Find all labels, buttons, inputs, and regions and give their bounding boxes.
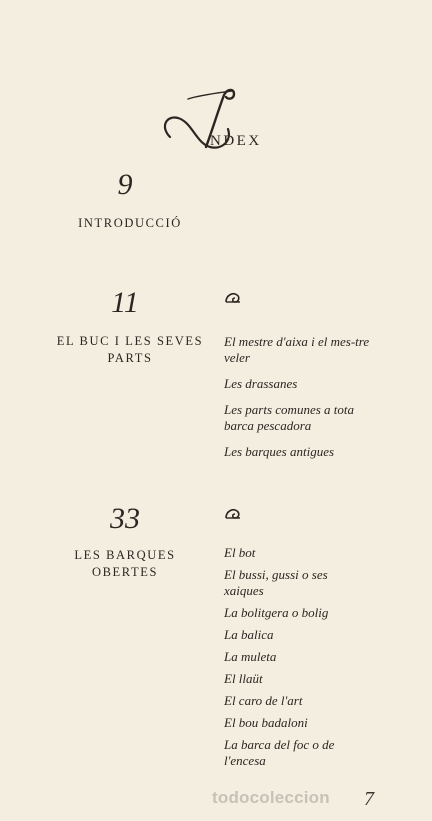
list-item: El llaüt: [224, 671, 263, 686]
section-title: LES BARQUES OBERTES: [74, 548, 176, 579]
section-title: INTRODUCCIÓ: [78, 216, 182, 230]
watermark-text: todocoleccion: [212, 788, 330, 807]
page-title: NDEX: [210, 133, 262, 149]
section-title: EL BUC I LES SEVES PARTS: [56, 334, 204, 365]
shell-icon: [224, 507, 242, 521]
list-item: El bussi, gussi o ses xaiques: [224, 567, 328, 598]
section-page-number: 33: [110, 502, 140, 535]
list-item: La bolitgera o bolig: [224, 605, 329, 620]
list-item: El bot: [224, 545, 256, 560]
list-item: Les drassanes: [224, 376, 298, 391]
page-mark: 7: [364, 788, 375, 810]
list-item: La barca del foc o de l'encesa: [224, 737, 335, 768]
list-item: Les barques antigues: [224, 444, 335, 459]
entry-list: [224, 545, 414, 775]
section-page-number: 11: [111, 286, 139, 319]
list-item: Les parts comunes a tota barca pescadora: [224, 402, 354, 433]
shell-icon: [224, 291, 242, 305]
list-item: El bou badaloni: [224, 715, 308, 730]
list-item: El caro de l'art: [224, 693, 303, 708]
list-item: La muleta: [224, 649, 277, 664]
list-item: El mestre d'aixa i el mes-tre veler: [224, 334, 370, 365]
watermark: [212, 788, 424, 814]
section-page-number: 9: [117, 168, 133, 201]
entry-list: [224, 334, 414, 470]
list-item: La balica: [224, 627, 274, 642]
title-initial-text: I: [186, 125, 188, 130]
